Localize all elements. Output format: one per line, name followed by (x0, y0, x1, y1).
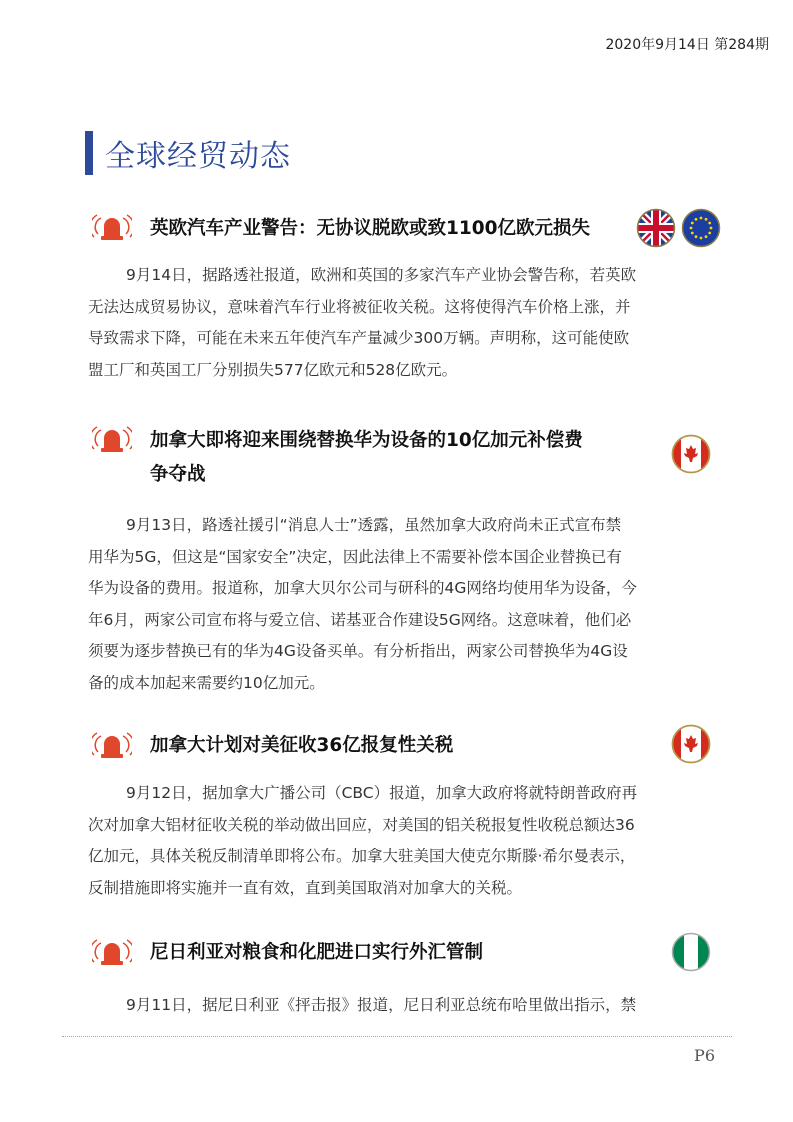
article-headline: 尼日利亚对粮食和化肥进口实行外汇管制 (150, 942, 484, 963)
section-accent-bar (85, 131, 93, 175)
article-headline: 加拿大计划对美征收36亿报复性关税 (150, 735, 454, 756)
article-body: 9月13日，路透社援引“消息人士”透露，虽然加拿大政府尚未正式宣布禁 用华为5G，但这是“国家安全”决定，因此法律上不需要补偿本国企业替换已有 华为设备的费用。报道称，加拿大贝尔公司与研科的4G网络均使用华为设备，今 年6月，两家公司宣布将与爱立信、诺基亚合作建设5G网络。这意味着，他们必 须要为逐步替换已有的华为4G设备买单。有分析指出，两家公司替换华为4G设 备的成本加起来需要约10亿加元。 (88, 516, 637, 692)
nigeria-flag-icon (671, 932, 711, 972)
article-body: 9月12日，据加拿大广播公司（CBC）报道，加拿大政府将就特朗普政府再 次对加拿大铝材征收关税的举动做出回应，对美国的铝关税报复性收税总额达36 亿加元，具体关税反制清单即将公布。加拿大驻美国大使克尔斯滕·希尔曼表示， 反制措施即将实施并一直有效，直到美国取消对加拿大的关税。 (88, 784, 638, 897)
uk-flag-icon (636, 208, 676, 248)
eu-flag-icon (681, 208, 721, 248)
section-header (85, 131, 291, 175)
canada-flag-icon (671, 724, 711, 764)
article-headline: 英欧汽车产业警告：无协议脱欧或致1100亿欧元损失 (150, 218, 590, 239)
alarm-bell-icon (92, 937, 132, 967)
canada-flag-icon (671, 434, 711, 474)
article-body: 9月11日，据尼日利亚《抨击报》报道，尼日利亚总统布哈里做出指示，禁 (126, 996, 637, 1014)
alarm-bell-icon (92, 424, 132, 454)
issue-date: 2020年9月14日 第284期 (605, 37, 769, 53)
footer-divider (62, 1036, 732, 1037)
alarm-bell-icon (92, 212, 132, 242)
article-headline: 加拿大即将迎来围绕替换华为设备的10亿加元补偿费 争夺战 (150, 430, 583, 485)
article-body: 9月14日，据路透社报道，欧洲和英国的多家汽车产业协会警告称，若英欧 无法达成贸易协议，意味着汽车行业将被征收关税。这将使得汽车价格上涨，并 导致需求下降，可能在未来五年使汽车产量减少300万辆。声明称，这可能使欧 盟工厂和英国工厂分别损失577亿欧元和528亿欧元。 (88, 266, 637, 379)
alarm-bell-icon (92, 730, 132, 760)
section-title: 全球经贸动态 (105, 139, 291, 174)
page-number: P6 (694, 1046, 715, 1065)
